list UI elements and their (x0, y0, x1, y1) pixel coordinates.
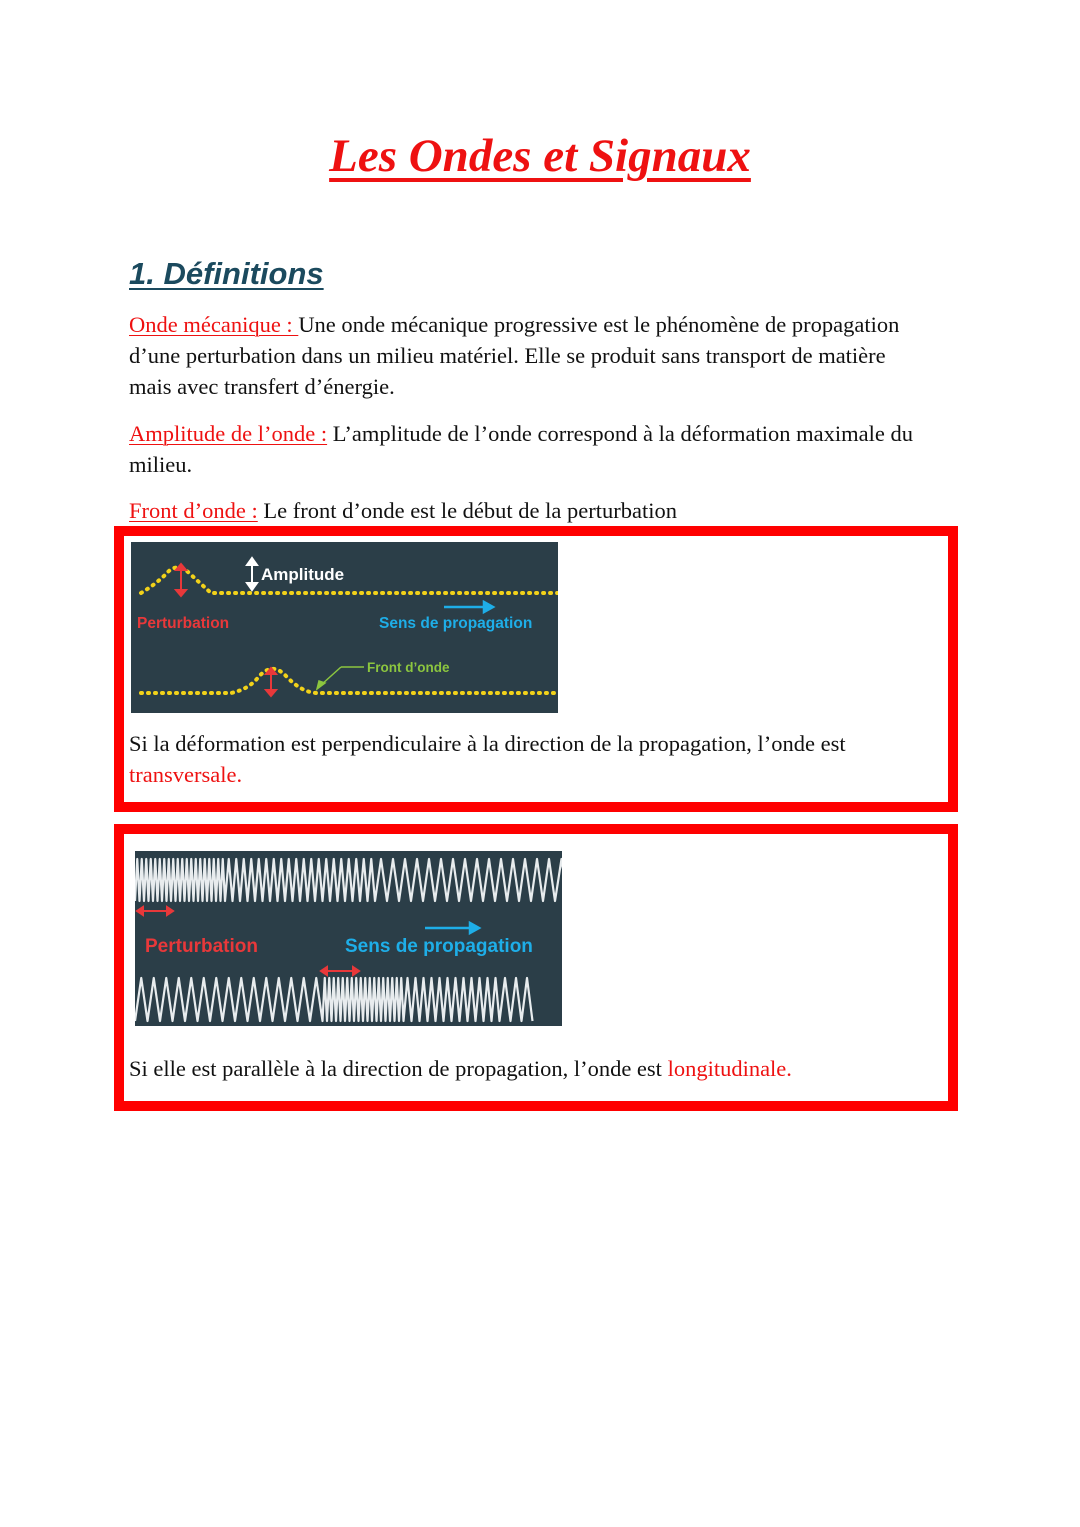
transversal-wave-illustration (131, 542, 558, 713)
transversal-wave-diagram (131, 542, 558, 713)
transversal-highlight: transversale. (129, 762, 243, 787)
amplitude-label: Amplitude (261, 565, 345, 584)
section-heading: 1. Définitions (129, 256, 324, 291)
perturbation-label: Perturbation (137, 615, 230, 632)
longitudinal-wave-diagram (135, 851, 562, 1026)
propagation-label: Sens de propagation (345, 936, 533, 957)
propagation-label: Sens de propagation (379, 615, 533, 632)
longitudinal-description (129, 1053, 954, 1084)
definition-term: Onde mécanique : (129, 312, 299, 337)
transversal-description (129, 728, 954, 790)
page-title: Les Ondes et Signaux (329, 130, 751, 182)
perturbation-label: Perturbation (145, 936, 258, 957)
definition-text: Le front d’onde est le début de la perturbation (257, 498, 677, 523)
longitudinal-text: Si elle est parallèle à la direction de propagation, l’onde est (129, 1056, 668, 1081)
definition-text: L’amplitude de l’onde correspond à la déformation maximale du milieu. (129, 421, 913, 477)
transversal-wave-box (114, 526, 958, 812)
longitudinal-highlight: longitudinale. (667, 1056, 792, 1081)
definition-text: Une onde mécanique progressive est le phénomène de propagation d’une perturbation dans un milieu matériel. Elle se produit sans transport de matière mais avec transfert d’énergie. (129, 312, 900, 399)
definition-front-onde (129, 495, 929, 526)
longitudinal-wave-box (114, 824, 958, 1111)
definition-amplitude (129, 418, 929, 480)
definition-term: Front d’onde : (129, 498, 258, 523)
definition-term: Amplitude de l’onde : (129, 421, 328, 446)
front-label: Front d’onde (367, 660, 450, 675)
definition-onde-mecanique (129, 309, 929, 402)
longitudinal-wave-illustration (135, 851, 562, 1026)
transversal-text: Si la déformation est perpendiculaire à la direction de la propagation, l’onde est (129, 731, 846, 756)
